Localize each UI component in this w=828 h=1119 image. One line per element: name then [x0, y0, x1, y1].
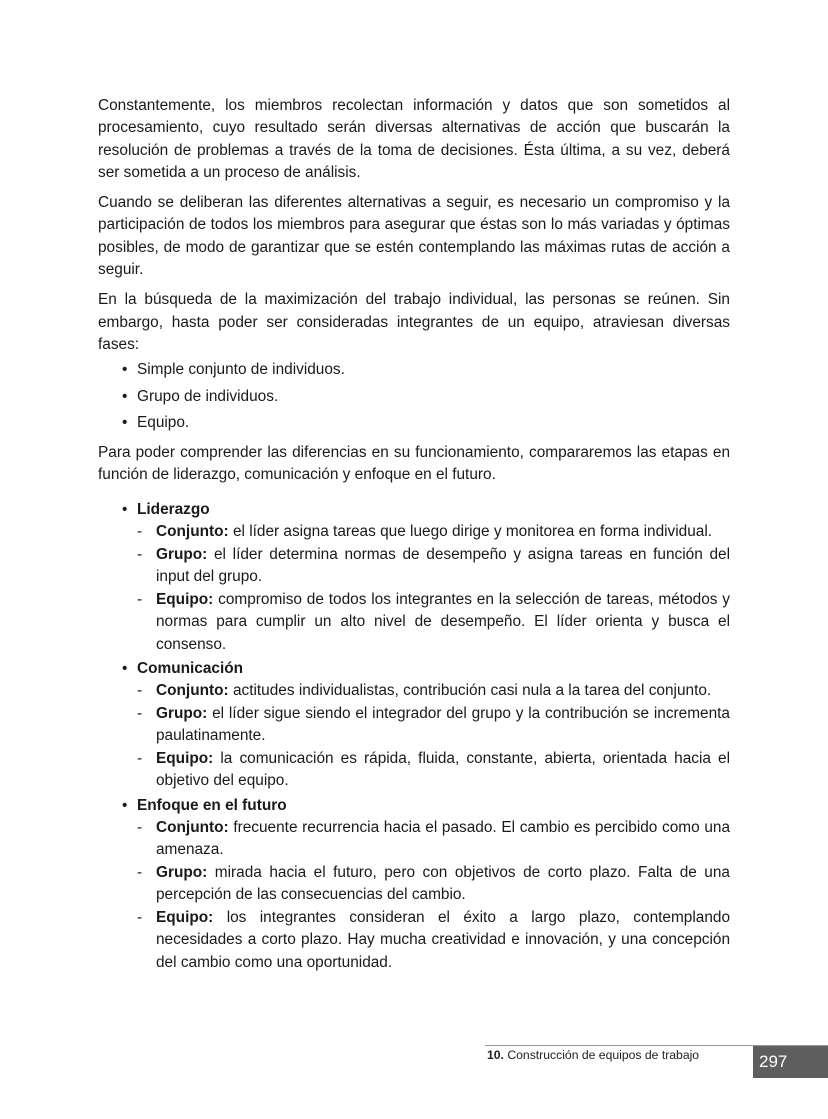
list-item: [136, 544, 730, 589]
item-text: frecuente recurrencia hacia el pasado. El cambio es percibido como una amenaza.: [156, 818, 730, 859]
item-text: el líder asigna tareas que luego dirige y monitorea en forma individual.: [232, 523, 713, 541]
comparison-sections: [98, 499, 730, 974]
page-number: 297: [753, 1046, 828, 1078]
list-item: [136, 680, 730, 702]
item-term: Conjunto:: [156, 682, 229, 700]
section-items: [137, 817, 730, 974]
section-items: [137, 521, 730, 656]
item-term: Grupo:: [156, 704, 208, 722]
list-item: [136, 748, 730, 793]
section-future-focus: [98, 795, 730, 974]
item-term: Equipo:: [156, 750, 214, 768]
item-text: el líder determina normas de desempeño y asigna tareas en función del input del grupo.: [156, 545, 731, 586]
paragraph-3: En la búsqueda de la maximización del trabajo individual, las personas se reúnen. Sin embargo, hasta poder ser consideradas integrantes de un equipo, atraviesan diversas fases:: [98, 291, 730, 353]
item-text: actitudes individualistas, contribución casi nula a la tarea del conjunto.: [232, 682, 712, 700]
list-item: [136, 521, 730, 543]
list-item: • Simple conjunto de individuos.: [98, 359, 730, 381]
section-items: [137, 680, 730, 792]
section-title: • Liderazgo: [137, 500, 210, 518]
list-item: [136, 589, 730, 656]
paragraph-1: Constantemente, los miembros recolectan información y datos que son sometidos al procesamiento, cuyo resultado serán diversas alternativas de acción que buscarán la resolución de problemas a través de la toma de decisiones. Ésta última, a su vez, deberá ser sometida a un proceso de análisis.: [98, 97, 730, 181]
item-text: los integrantes consideran el éxito a largo plazo, contemplando necesidades a corto plazo. Hay mucha creatividad e innovación, y una concepción del cambio como una oportunidad.: [156, 909, 730, 971]
chapter-number: 10.: [487, 1048, 504, 1062]
item-text: mirada hacia el futuro, pero con objetivos de corto plazo. Falta de una percepción de las consecuencias del cambio.: [156, 864, 730, 904]
paragraph-2: Cuando se deliberan las diferentes alternativas a seguir, es necesario un compromiso y la participación de todos los miembros para asegurar que éstas son lo más variadas y óptimas posibles, de modo de garantizar que se estén contemplando las máximas rutas de acción a seguir.: [98, 194, 730, 279]
section-leadership: [98, 499, 730, 656]
item-term: Equipo:: [156, 590, 214, 608]
footer-chapter: [487, 1048, 699, 1062]
section-title: • Enfoque en el futuro: [137, 796, 287, 814]
page-body: [98, 95, 730, 976]
item-text: el líder sigue siendo el integrador del grupo y la contribución se incrementa paulatinamente.: [156, 704, 730, 745]
section-title: • Comunicación: [137, 659, 244, 677]
list-item: [136, 817, 730, 862]
phases-list: [98, 359, 730, 434]
list-item: • Equipo.: [98, 412, 730, 434]
list-item: [136, 703, 730, 748]
item-term: Conjunto:: [156, 523, 229, 541]
chapter-title: Construcción de equipos de trabajo: [507, 1048, 700, 1062]
item-term: Grupo:: [156, 864, 208, 881]
list-item: • Grupo de individuos.: [98, 386, 730, 408]
item-text: la comunicación es rápida, fluida, constante, abierta, orientada hacia el objetivo del equipo.: [156, 750, 731, 790]
section-communication: [98, 658, 730, 793]
list-item: [136, 907, 730, 974]
item-term: Grupo:: [156, 545, 208, 563]
comparison-intro: Para poder comprender las diferencias en su funcionamiento, compararemos las etapas en función de liderazgo, comunicación y enfoque en el futuro.: [98, 444, 730, 484]
item-term: Equipo:: [156, 909, 214, 927]
item-term: Conjunto:: [156, 818, 229, 836]
item-text: compromiso de todos los integrantes en la selección de tareas, métodos y normas para cumplir un alto nivel de desempeño. El líder orienta y busca el consenso.: [156, 590, 730, 653]
list-item: [136, 862, 730, 907]
